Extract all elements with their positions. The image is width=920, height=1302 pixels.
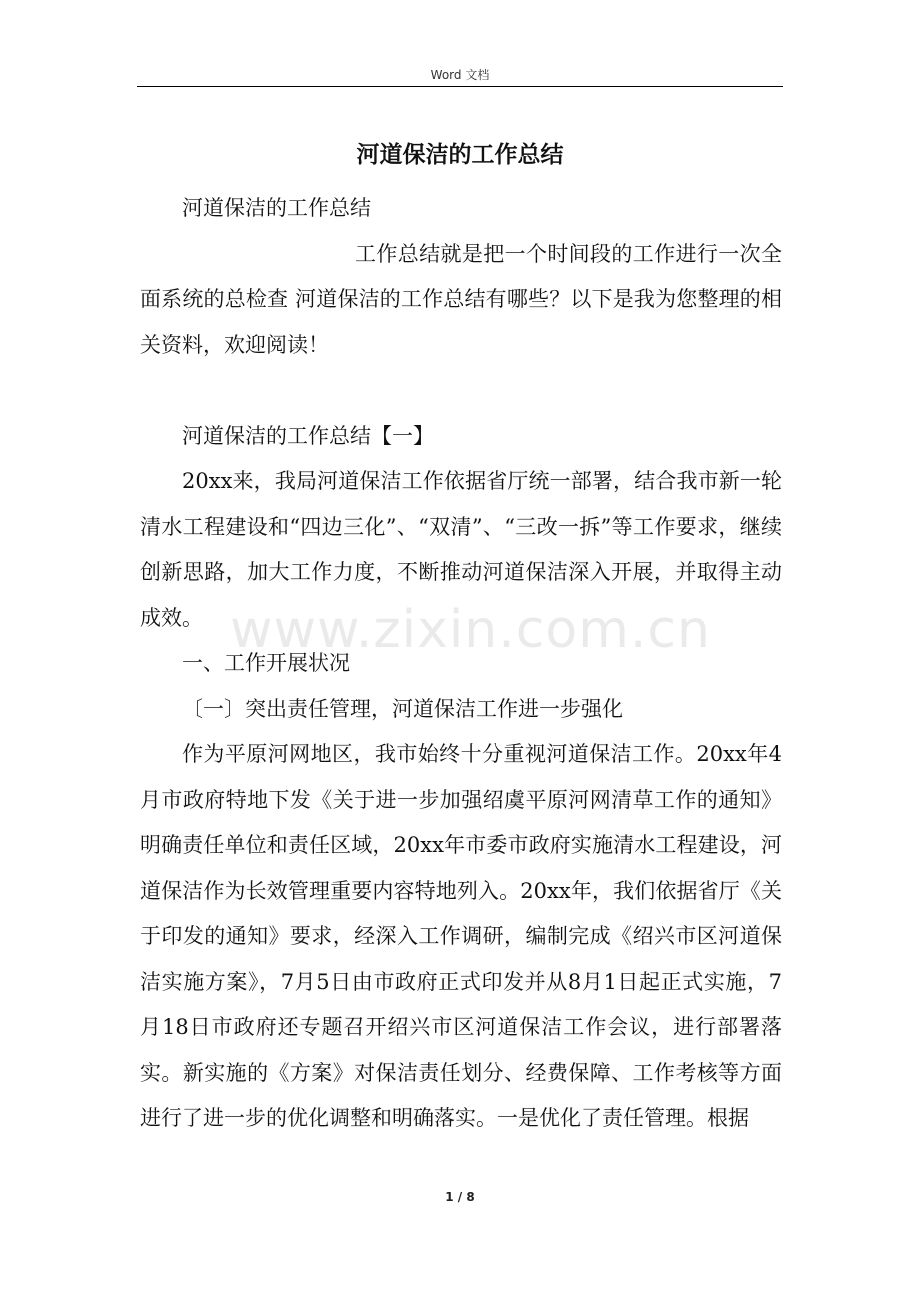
document-title: 河道保洁的工作总结: [356, 141, 564, 168]
intro-paragraph: 工作总结就是把一个时间段的工作进行一次全面系统的总检查 河道保洁的工作总结有哪些？以下是我为您整理的相关资料，欢迎阅读！: [140, 241, 782, 357]
heading-level-1: 一、工作开展状况: [182, 651, 350, 675]
watermark: www.zixin.com.cn: [230, 600, 711, 660]
page-number: 1 / 8: [445, 1190, 475, 1204]
section-title: 河道保洁的工作总结【一】: [182, 423, 434, 448]
header-divider: [137, 86, 783, 87]
document-subtitle: 河道保洁的工作总结: [182, 196, 371, 220]
page-header: Word 文档: [430, 68, 490, 82]
paragraph: 20xx来，我局河道保洁工作依据省厅统一部署，结合我市新一轮清水工程建设和“四边三化”、“双清”、“三改一拆”等工作要求，继续创新思路，加大工作力度，不断推动河道保洁深入开展，并取得主动成效。: [140, 469, 782, 630]
blank-line: [140, 368, 782, 414]
document-body: [140, 186, 782, 1142]
paragraph: 作为平原河网地区，我市始终十分重视河道保洁工作。20xx年4月市政府特地下发《关于进一步加强绍虞平原河网清草工作的通知》明确责任单位和责任区域，20xx年市委市政府实施清水工程建设，河道保洁作为长效管理重要内容特地列入。20xx年，我们依据省厅《关于印发的通知》要求，经深入工作调研，编制完成《绍兴市区河道保洁实施方案》，7月5日由市政府正式印发并从8月1日起正式实施，7月18日市政府还专题召开绍兴市区河道保洁工作会议，进行部署落实。新实施的《方案》对保洁责任划分、经费保障、工作考核等方面进行了进一步的优化调整和明确落实。一是优化了责任管理。根据: [140, 742, 782, 1130]
heading-level-2: 〔一〕突出责任管理，河道保洁工作进一步强化: [182, 696, 623, 721]
